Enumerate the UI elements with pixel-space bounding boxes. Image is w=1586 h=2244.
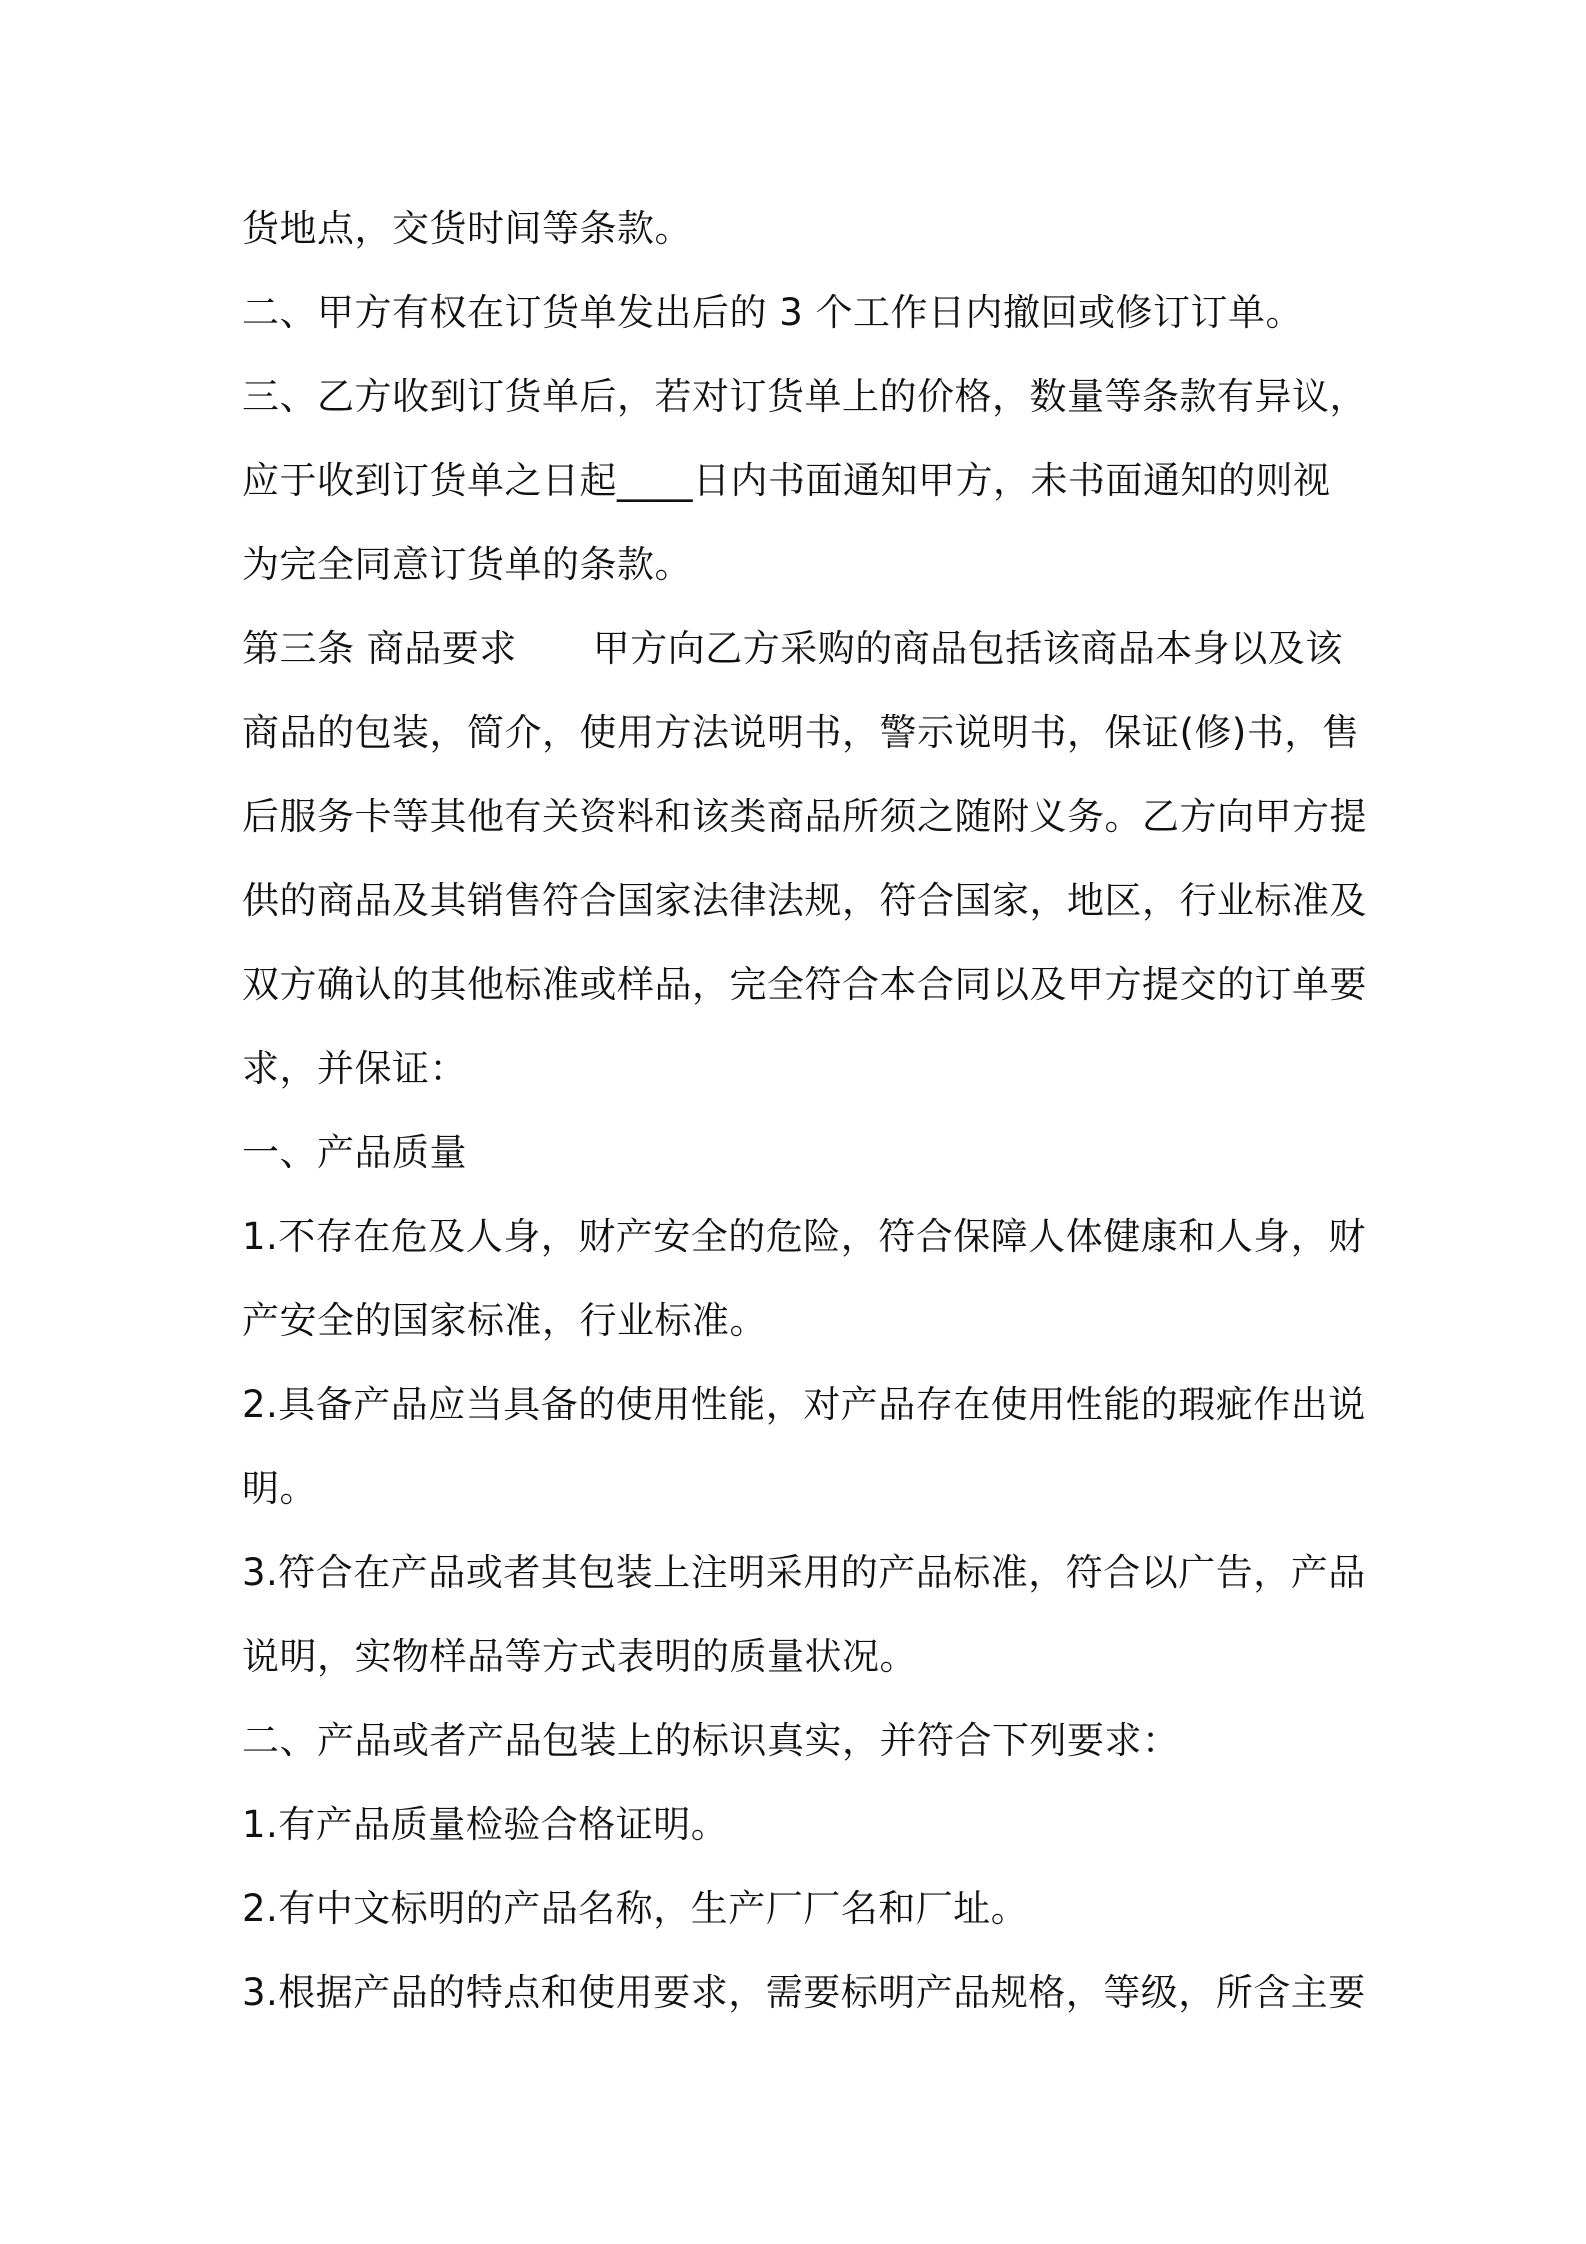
text-line: 供的商品及其销售符合国家法律法规，符合国家，地区，行业标准及 xyxy=(242,879,1367,922)
article-heading-line xyxy=(242,619,1362,679)
section-heading: 二、产品或者产品包装上的标识真实，并符合下列要求： xyxy=(242,1719,1180,1762)
text-line: 1.有产品质量检验合格证明。 xyxy=(242,1803,729,1846)
text-line: 二、甲方有权在订货单发出后的 3 个工作日内撤回或修订订单。 xyxy=(242,291,1304,334)
text-line: 明。 xyxy=(242,1467,317,1510)
text-line: 双方确认的其他标准或样品，完全符合本合同以及甲方提交的订单要 xyxy=(242,963,1367,1006)
text-line: 说明，实物样品等方式表明的质量状况。 xyxy=(242,1635,917,1678)
text-line: 求，并保证： xyxy=(242,1047,467,1090)
text-line: 三、乙方收到订货单后，若对订货单上的价格，数量等条款有异议， xyxy=(242,375,1367,418)
text-line: 商品的包装，简介，使用方法说明书，警示说明书，保证(修)书，售 xyxy=(242,711,1360,754)
text-line: 产安全的国家标准，行业标准。 xyxy=(242,1299,767,1342)
text-line: 1.不存在危及人身，财产安全的危险，符合保障人体健康和人身，财 xyxy=(242,1215,1366,1258)
text-line: 2.具备产品应当具备的使用性能，对产品存在使用性能的瑕疵作出说 xyxy=(242,1383,1366,1426)
section-heading: 一、产品质量 xyxy=(242,1131,467,1174)
article-heading: 第三条 商品要求 xyxy=(242,627,517,670)
text-line: 后服务卡等其他有关资料和该类商品所须之随附义务。乙方向甲方提 xyxy=(242,795,1367,838)
text-line: 为完全同意订货单的条款。 xyxy=(242,543,692,586)
text-line: 货地点，交货时间等条款。 xyxy=(242,207,692,250)
text-line: 甲方向乙方采购的商品包括该商品本身以及该 xyxy=(592,627,1343,670)
text-line: 2.有中文标明的产品名称，生产厂厂名和厂址。 xyxy=(242,1887,1029,1930)
text-line: 3.符合在产品或者其包装上注明采用的产品标准，符合以广告，产品 xyxy=(242,1551,1366,1594)
text-line: 应于收到订货单之日起____日内书面通知甲方，未书面通知的则视 xyxy=(242,459,1331,502)
text-line: 3.根据产品的特点和使用要求，需要标明产品规格，等级，所含主要 xyxy=(242,1971,1366,2014)
